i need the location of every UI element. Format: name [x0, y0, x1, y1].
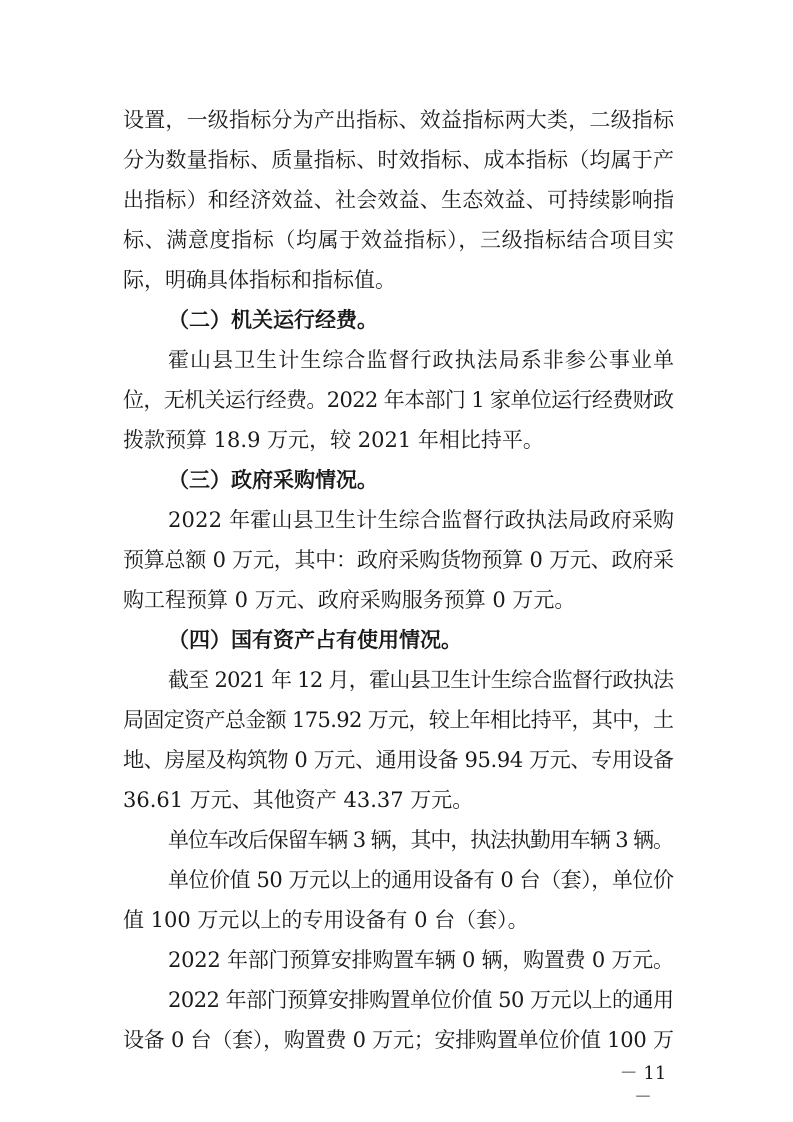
- text-line: 截至 2021 年 12 月，霍山县卫生计生综合监督行政执法: [168, 668, 674, 692]
- text-line: 际，明确具体指标和指标值。: [123, 268, 396, 292]
- text-line: 值 100 万元以上的专用设备有 0 台（套）。: [123, 908, 529, 932]
- section-heading-3: （三）政府采购情况。: [168, 467, 378, 492]
- text-line: 2022 年霍山县卫生计生综合监督行政执法局政府采购: [168, 508, 675, 532]
- text-line: 标、满意度指标（均属于效益指标），三级指标结合项目实: [123, 228, 675, 252]
- text-line: 局固定资产总金额 175.92 万元，较上年相比持平，其中，土: [123, 708, 674, 732]
- text-line: 单位车改后保留车辆 3 辆，其中，执法执勤用车辆 3 辆。: [168, 828, 673, 852]
- section-heading-2: （二）机关运行经费。: [168, 307, 378, 332]
- text-line: 地、房屋及构筑物 0 万元、通用设备 95.94 万元、专用设备: [123, 748, 674, 772]
- text-line: 2022 年部门预算安排购置单位价值 50 万元以上的通用: [168, 988, 674, 1012]
- text-line: 位，无机关运行经费。2022 年本部门 1 家单位运行经费财政: [123, 388, 674, 412]
- text-line: 霍山县卫生计生综合监督行政执法局系非参公事业单: [168, 348, 676, 372]
- text-line: 拨款预算 18.9 万元，较 2021 年相比持平。: [123, 428, 544, 452]
- section-heading-4: （四）国有资产占有使用情况。: [168, 627, 462, 652]
- text-line: 设置，一级指标分为产出指标、效益指标两大类，二级指标: [123, 108, 675, 132]
- page-number: － 11 －: [619, 1063, 667, 1108]
- text-line: 2022 年部门预算安排购置车辆 0 辆，购置费 0 万元。: [168, 948, 674, 972]
- text-line: 分为数量指标、质量指标、时效指标、成本指标（均属于产: [123, 148, 675, 172]
- text-line: 购工程预算 0 万元、政府采购服务预算 0 万元。: [123, 588, 576, 612]
- text-line: 单位价值 50 万元以上的通用设备有 0 台（套），单位价: [168, 868, 674, 892]
- text-line: 36.61 万元、其他资产 43.37 万元。: [123, 788, 474, 812]
- text-line: 设备 0 台（套），购置费 0 万元；安排购置单位价值 100 万: [123, 1028, 674, 1052]
- text-line: 预算总额 0 万元，其中：政府采购货物预算 0 万元、政府采: [123, 548, 674, 572]
- text-line: 出指标）和经济效益、社会效益、生态效益、可持续影响指: [123, 188, 675, 212]
